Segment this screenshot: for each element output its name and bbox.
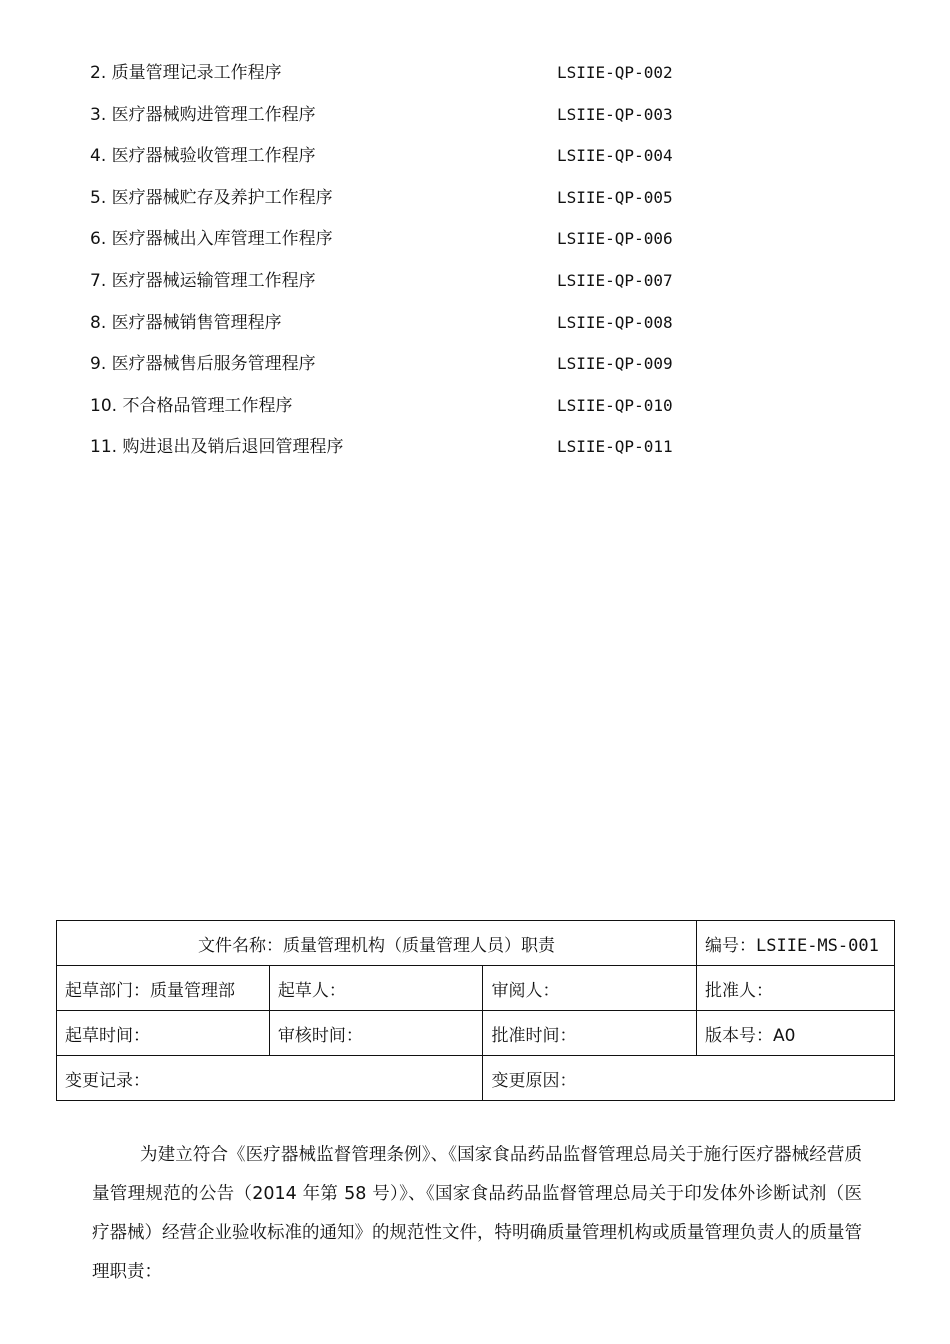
table-row <box>57 921 895 966</box>
procedure-title: 11. 购进退出及销后退回管理程序 <box>90 437 344 458</box>
procedure-code: LSIIE-QP-006 <box>557 229 673 249</box>
procedure-title: 6. 医疗器械出入库管理工作程序 <box>90 229 333 250</box>
approver-cell: 批准人： <box>697 966 895 1011</box>
approve-time-cell: 批准时间： <box>483 1011 697 1056</box>
draft-time-cell: 起草时间： <box>57 1011 270 1056</box>
list-item <box>90 389 790 431</box>
list-item <box>90 306 790 348</box>
list-item <box>90 181 790 223</box>
procedure-title: 4. 医疗器械验收管理工作程序 <box>90 146 316 167</box>
table-row <box>57 966 895 1011</box>
version-cell: 版本号：A0 <box>697 1011 895 1056</box>
procedure-code: LSIIE-QP-011 <box>557 437 673 457</box>
procedure-code: LSIIE-QP-003 <box>557 104 673 124</box>
reviewer-cell: 审阅人： <box>483 966 697 1011</box>
file-name-cell: 文件名称：质量管理机构（质量管理人员）职责 <box>57 921 697 966</box>
table-row <box>57 1056 895 1101</box>
list-item <box>90 56 790 98</box>
document-number-cell: 编号：LSIIE-MS-001 <box>697 921 895 966</box>
list-item <box>90 222 790 264</box>
procedure-title: 9. 医疗器械售后服务管理程序 <box>90 354 316 375</box>
procedure-code: LSIIE-QP-010 <box>557 395 673 415</box>
list-item <box>90 347 790 389</box>
procedure-title: 5. 医疗器械贮存及养护工作程序 <box>90 187 333 208</box>
table-row <box>57 1011 895 1056</box>
procedure-title: 8. 医疗器械销售管理程序 <box>90 312 282 333</box>
procedure-title: 7. 医疗器械运输管理工作程序 <box>90 270 316 291</box>
audit-time-cell: 审核时间： <box>269 1011 483 1056</box>
change-reason-cell: 变更原因： <box>483 1056 895 1101</box>
document-control-table <box>56 920 895 1101</box>
procedure-code: LSIIE-QP-002 <box>557 63 673 82</box>
procedure-code: LSIIE-QP-008 <box>557 312 673 332</box>
procedure-list <box>90 56 790 472</box>
procedure-title: 3. 医疗器械购进管理工作程序 <box>90 104 316 125</box>
procedure-code: LSIIE-QP-005 <box>557 187 673 207</box>
procedure-title: 10. 不合格品管理工作程序 <box>90 395 293 416</box>
intro-paragraph: 为建立符合《医疗器械监督管理条例》、《国家食品药品监督管理总局关于施行医疗器械经营质量管理规范的公告（2014 年第 58 号）》、《国家食品药品监督管理总局关于印发体外诊断试剂（医疗器械）经营企业验收标准的通知》的规范性文件，特明确质量管理机构或质量管理负责人的质量管理职责： <box>92 1145 862 1282</box>
list-item <box>90 139 790 181</box>
procedure-code: LSIIE-QP-007 <box>557 270 673 290</box>
list-item <box>90 264 790 306</box>
drafter-cell: 起草人： <box>269 966 483 1011</box>
change-record-cell: 变更记录： <box>57 1056 483 1101</box>
procedure-title: 2. 质量管理记录工作程序 <box>90 63 282 83</box>
procedure-code: LSIIE-QP-009 <box>557 354 673 374</box>
draft-dept-cell: 起草部门：质量管理部 <box>57 966 270 1011</box>
list-item <box>90 430 790 472</box>
list-item <box>90 98 790 140</box>
procedure-code: LSIIE-QP-004 <box>557 146 673 166</box>
